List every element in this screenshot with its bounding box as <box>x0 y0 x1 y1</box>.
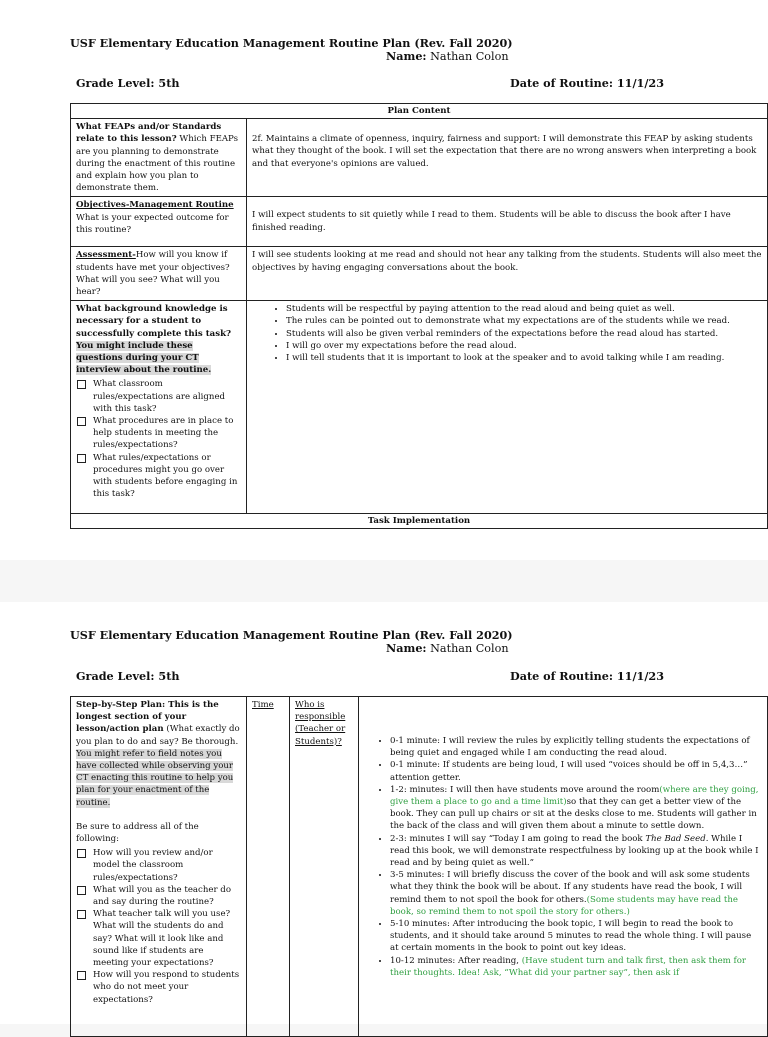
name-value: Nathan Colon <box>430 50 509 63</box>
list-item: • The rules can be pointed out to demonstrate what my expectations are of the students while we read. <box>286 315 762 327</box>
step-item <box>390 833 762 870</box>
objectives-answer: I will expect students to sit quietly while I read to them. Students will be able to discuss the book after I have finished reading. <box>247 197 768 247</box>
list-item: • Students will also be given verbal reminders of the expectations before the read aloud has started. <box>286 328 762 340</box>
step-item <box>390 784 762 833</box>
name-line <box>386 49 509 63</box>
background-highlight: You might include these questions during your CT interview about the routine. <box>76 340 212 376</box>
date-of-routine: Date of Routine: 11/1/23 <box>510 76 664 90</box>
checklist-item: How will you respond to students who do not meet your expectations? <box>76 969 241 1006</box>
step-plan-checklist <box>76 847 241 1006</box>
steps-cell <box>359 697 768 1037</box>
assessment-answer: I will see students looking at me read and should not hear any talking from the students. Students will also meet the objectives by having engaging conversations about the book. <box>247 247 768 301</box>
step-text: 2-3: minutes I will say “Today I am going to read the book <box>390 833 646 844</box>
assessment-question-text: How will you know if students have met your objectives? What will you see? What will you hear? <box>76 250 230 298</box>
grade-level: Grade Level: 5th <box>76 669 180 683</box>
step-item <box>390 869 762 918</box>
step-comment: (where are they going, give them a place to go and a time limit) <box>390 784 759 808</box>
plan-content-header: Plan Content <box>71 104 768 119</box>
name-value: Nathan Colon <box>430 642 509 655</box>
task-implementation-header: Task Implementation <box>71 514 768 529</box>
background-checklist <box>76 378 241 500</box>
objectives-question-text: What is your expected outcome for this routine? <box>76 212 229 235</box>
assessment-question <box>71 247 247 301</box>
feaps-answer: 2f. Maintains a climate of openness, inquiry, fairness and support: I will demonstrate this FEAP by asking students what they thought of the book. I will set the expectation that there are no wrong answers when interpreting a book and that everyone's opinions are valued. <box>247 119 768 197</box>
date-of-routine: Date of Routine: 11/1/23 <box>510 669 664 683</box>
step-item: • 5-10 minutes: After introducing the book topic, I will begin to read the book to students, and it should take around 5 minutes to read the whole thing. I will pause at certain moments in the book to point out key ideas. <box>390 918 762 955</box>
plan-content-table <box>70 103 768 529</box>
checklist-item: What rules/expectations or procedures might you go over with students before engaging in this task? <box>76 452 241 501</box>
list-item: • Students will be respectful by paying attention to the read aloud and being quiet as well. <box>286 303 762 315</box>
who-column-header <box>290 697 359 1037</box>
checklist-item: What will you as the teacher do and say during the routine? <box>76 884 241 908</box>
objectives-question <box>71 197 247 247</box>
step-comment: (Have student turn and talk first, then ask them for their thoughts. Idea! Ask, “What did your partner say”, then ask if <box>390 955 746 978</box>
step-text: While I read this book, we will demonstrate respectfulness by looking up at the book while I read and by being quiet as well.” <box>390 833 759 869</box>
document-page-2 <box>0 602 768 1024</box>
step-text: 1-2: minutes: I will then have students move around the room <box>390 784 660 795</box>
list-item: • I will go over my expectations before the read aloud. <box>286 340 762 352</box>
checklist-item: How will you review and/or model the classroom rules/expectations? <box>76 847 241 884</box>
step-plan-question <box>71 697 247 1037</box>
document-title: USF Elementary Education Management Routine Plan (Rev. Fall 2020) <box>70 36 513 50</box>
list-item: • I will tell students that it is important to look at the speaker and to avoid talking while I am reading. <box>286 352 762 364</box>
steps-list <box>364 735 762 979</box>
document-title: USF Elementary Education Management Routine Plan (Rev. Fall 2020) <box>70 628 513 642</box>
step-item <box>390 955 762 979</box>
step-plan-table <box>70 696 768 1037</box>
step-item: • 0-1 minute: I will review the rules by explicitly telling students the expectations of being quiet and engaged while I am conducting the read aloud. <box>390 735 762 759</box>
step-plan-highlight: You might refer to field notes you have collected while observing your CT enacting this routine to help you plan for your enactment of the routine. <box>76 748 234 808</box>
feaps-question-bold: What FEAPs and/or Standards relate to this lesson? <box>76 122 222 145</box>
grade-level: Grade Level: 5th <box>76 76 180 90</box>
step-text: so that they can get a better view of the book. They can pull up chairs or sit at the desks close to me. Students will gather in the back of the class and will given them about a minute to settle down. <box>390 797 757 832</box>
name-line <box>386 641 509 655</box>
background-question-bold: What background knowledge is necessary for a student to successfully complete this task? <box>76 304 232 339</box>
step-plan-question-rest: (What exactly do you plan to do and say? Be thorough. <box>76 724 240 747</box>
step-text: 10-12 minutes: After reading, <box>390 955 522 966</box>
background-answer <box>247 301 768 514</box>
checklist-item: What classroom rules/expectations are aligned with this task? <box>76 378 241 415</box>
objectives-title: Objectives-Management Routine <box>76 200 234 211</box>
name-label: Name: <box>386 641 427 655</box>
who-header: Who is responsible (Teacher or Students)? <box>295 700 346 747</box>
feaps-question <box>71 119 247 197</box>
background-question <box>71 301 247 514</box>
page-gap <box>0 560 768 602</box>
time-column-header <box>247 697 290 1037</box>
step-text: 3-5 minutes: I will briefly discuss the cover of the book and will ask some students what they think the book will be about. If any students have read the book, I will remind them to not spoil the book for others. <box>390 870 750 905</box>
name-label: Name: <box>386 49 427 63</box>
checklist-item: What procedures are in place to help students in meeting the rules/expectations? <box>76 415 241 452</box>
background-answer-list <box>252 303 762 364</box>
book-title: The Bad Seed. <box>645 833 709 844</box>
checklist-item: What teacher talk will you use? What will the students do and say? What will it look like and sound like if students are meeting your expectations? <box>76 908 241 969</box>
time-header: Time <box>252 700 274 710</box>
step-comment: (Some students may have read the book, so remind them to not spoil the story for others.) <box>390 894 738 917</box>
step-item: • 0-1 minute: If students are being loud, I will used “voices should be off in 5,4,3…” attention getter. <box>390 759 762 783</box>
assessment-title: Assessment- <box>76 250 136 261</box>
address-intro: Be sure to address all of the following: <box>76 821 199 845</box>
step-plan-title: Step-by-Step Plan: This is the longest section of your lesson/action plan <box>76 700 219 735</box>
feaps-question-rest: Which FEAPs are you planning to demonstrate during the enactment of this routine and explain how you plan to demonstrate them. <box>76 134 239 194</box>
